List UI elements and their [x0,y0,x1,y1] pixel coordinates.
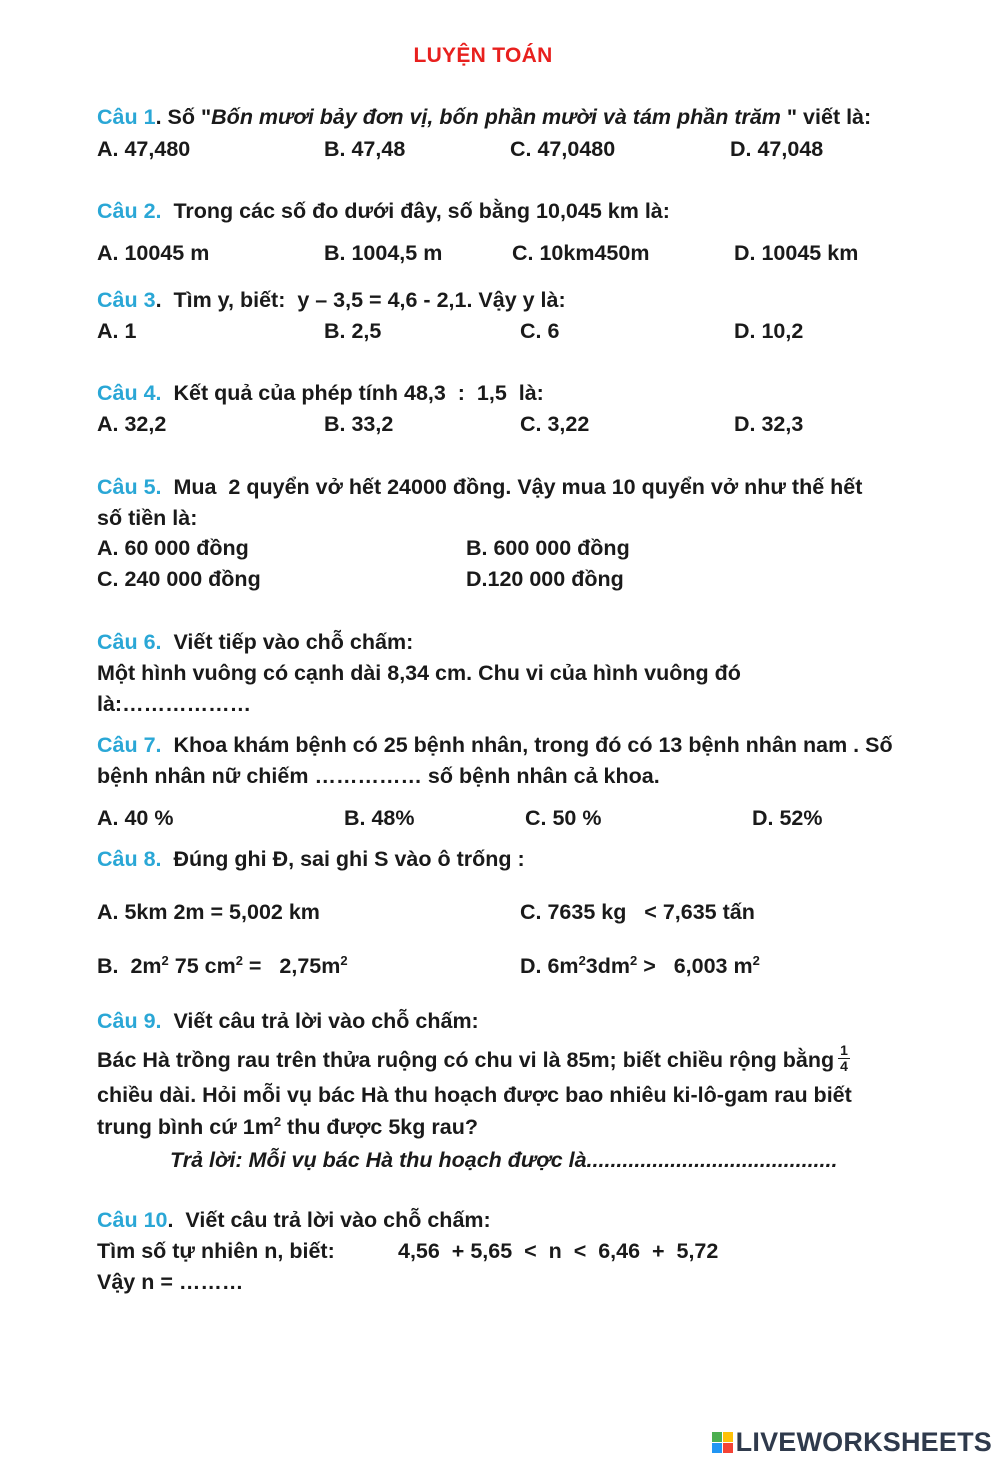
question-9-line-4 [97,1114,478,1140]
page-title: LUYỆN TOÁN [413,44,553,67]
option-b: B. 48% [344,806,415,830]
question-label: Câu 1 [97,105,156,129]
question-4 [97,380,544,406]
question-text: Đúng ghi Đ, sai ghi S vào ô trống : [161,847,525,871]
option-a: A. 1 [97,319,137,343]
question-7-line-2: bệnh nhân nữ chiếm …………… số bệnh nhân cả khoa. [97,764,660,788]
superscript: 2 [630,953,638,968]
question-10-line-2: Tìm số tự nhiên n, biết: [97,1239,335,1263]
question-text: . Số " [155,105,212,129]
superscript: 2 [752,953,760,968]
statement-c: C. 7635 kg < 7,635 tấn [520,900,755,924]
option-d: D. 32,3 [734,412,804,436]
option-d: D. 10045 km [734,241,859,265]
question-label: Câu 5. [97,475,162,499]
fraction-numerator: 1 [840,1042,848,1058]
question-label: Câu 2. [97,199,162,223]
question-9-line-2 [97,1042,850,1077]
option-a: A. 10045 m [97,241,210,265]
option-c: C. 10km450m [512,241,650,265]
statement-text: 75 cm [168,954,236,978]
option-a: A. 60 000 đồng [97,536,249,560]
question-6-line-2: Một hình vuông có cạnh dài 8,34 cm. Chu vi của hình vuông đó [97,661,741,685]
question-text: " viết là: [786,105,872,129]
superscript: 2 [235,953,243,968]
question-text-italic: Bốn mươi bảy đơn vị, bốn phần mười và tám phần trăm [211,105,787,129]
question-5-line-2: số tiền là: [97,506,198,530]
statement-b [97,953,348,979]
logo-square-red [723,1443,733,1453]
question-8 [97,846,525,872]
option-c: C. 3,22 [520,412,590,436]
logo-square-yellow [723,1432,733,1442]
question-text: trung bình cứ 1m [97,1115,274,1139]
statement-text: = 2,75m [242,954,341,978]
option-c: C. 6 [520,319,560,343]
question-10-blank: Vậy n = ……… [97,1270,244,1294]
question-1 [97,104,871,130]
statement-text: D. 6m [520,954,579,978]
question-3 [97,287,566,313]
option-b: B. 2,5 [324,319,382,343]
answer-line: Trả lời: Mỗi vụ bác Hà thu hoạch được là.......................................... [170,1148,838,1172]
option-c: C. 240 000 đồng [97,567,261,591]
statement-text: B. 2m [97,954,162,978]
question-5 [97,474,862,500]
logo-square-green [712,1432,722,1442]
logo-square-blue [712,1443,722,1453]
question-label: Câu 3 [97,288,156,312]
option-b: B. 47,48 [324,137,406,161]
question-text: Kết quả của phép tính 48,3 : 1,5 là: [161,381,544,405]
option-b: B. 33,2 [324,412,394,436]
liveworksheets-logo [712,1427,992,1458]
question-text: Bác Hà trồng rau trên thửa ruộng có chu vi là 85m; biết chiều rộng bằng [97,1048,835,1073]
superscript: 2 [161,953,169,968]
question-text: Mua 2 quyển vở hết 24000 đồng. Vậy mua 10 quyển vở như thế hết [161,475,863,499]
option-b: B. 1004,5 m [324,241,443,265]
logo-text: LIVEWORKSHEETS [735,1427,992,1457]
question-label: Câu 9. [97,1009,162,1033]
superscript: 2 [578,953,586,968]
option-d: D. 52% [752,806,823,830]
option-b: B. 600 000 đồng [466,536,630,560]
question-6 [97,629,413,655]
question-7 [97,732,893,758]
option-d: D.120 000 đồng [466,567,624,591]
option-d: D. 47,048 [730,137,824,161]
option-a: A. 32,2 [97,412,167,436]
fraction-denominator: 4 [840,1058,848,1074]
statement-text: > 6,003 m [637,954,753,978]
statement-text: 3dm [585,954,631,978]
option-d: D. 10,2 [734,319,804,343]
liveworksheets-logo-icon [712,1432,733,1453]
question-label: Câu 7. [97,733,162,757]
option-c: C. 50 % [525,806,602,830]
superscript: 2 [273,1114,282,1129]
question-text: Trong các số đo dưới đây, số bằng 10,045 km là: [161,199,670,223]
option-a: A. 47,480 [97,137,191,161]
option-a: A. 40 % [97,806,174,830]
question-label: Câu 10 [97,1208,168,1232]
question-text: thu được 5kg rau? [281,1115,478,1139]
question-9-line-3: chiều dài. Hỏi mỗi vụ bác Hà thu hoạch được bao nhiêu ki-lô-gam rau biết [97,1083,852,1107]
question-2 [97,198,670,224]
superscript: 2 [340,953,348,968]
question-text: Viết tiếp vào chỗ chấm: [161,630,414,654]
question-6-blank: là:……………… [97,692,252,716]
question-text: . Tìm y, biết: y – 3,5 = 4,6 - 2,1. Vậy y là: [155,288,566,312]
question-10 [97,1207,491,1233]
question-label: Câu 8. [97,847,162,871]
option-c: C. 47,0480 [510,137,616,161]
question-text: . Viết câu trả lời vào chỗ chấm: [167,1208,491,1232]
statement-a: A. 5km 2m = 5,002 km [97,900,320,924]
question-10-expression: 4,56 + 5,65 < n < 6,46 + 5,72 [398,1239,719,1263]
question-label: Câu 6. [97,630,162,654]
question-text: Viết câu trả lời vào chỗ chấm: [161,1009,479,1033]
question-text: Khoa khám bệnh có 25 bệnh nhân, trong đó có 13 bệnh nhân nam . Số [161,733,893,757]
statement-d [520,953,760,979]
fraction [838,1043,850,1074]
question-9 [97,1008,479,1034]
question-label: Câu 4. [97,381,162,405]
